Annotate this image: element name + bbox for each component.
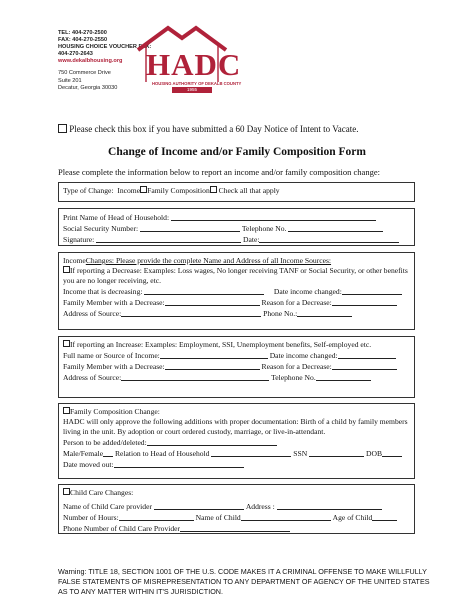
income-decrease-box [58,252,415,330]
provider-phone-field[interactable] [180,523,290,532]
type-of-change-box [58,182,415,202]
telephone-label: Telephone No. [241,224,287,233]
increase-telephone-label: Telephone No. [271,373,316,382]
name-child-field[interactable] [241,512,331,521]
decrease-checkbox[interactable] [63,266,70,273]
vacate-notice-row [58,124,359,134]
voucher-fax-number: 404-270-2643 [58,51,93,57]
logo-subtitle: HOUSING AUTHORITY OF DEKALB COUNTY [152,81,242,86]
full-name-field[interactable] [160,350,268,359]
income-increase-box [58,336,415,398]
increase-checkbox[interactable] [63,340,70,347]
logo-year: 1955 [172,87,212,93]
type-of-change-label: Type of Change: [63,186,114,195]
telephone-field[interactable] [288,223,383,232]
increase-heading: If reporting an Increase: Examples: Employment, SSI, Unemployment benefits, Self-employed etc. [70,340,372,349]
family-comp-text-2: living in the unit. By adoption or court ordered custody, marriage, or live-in-attendant. [63,427,326,436]
name-child-label: Name of Child [195,513,241,522]
family-ssn-field[interactable] [309,448,364,457]
income-changes-heading: Changes: Please provide the complete Name and Address of all Income Sources: [85,256,332,265]
person-added-field[interactable] [147,437,277,446]
ssn-label: Social Security Number: [63,224,139,233]
family-member-field[interactable] [165,297,260,306]
signature-field[interactable] [96,234,241,243]
hours-label: Number of Hours: [63,513,119,522]
print-name-label: Print Name of Head of Household: [63,213,170,222]
decrease-text-line2: you are no longer receiving, etc. [63,276,162,285]
head-of-household-box [58,208,415,246]
family-composition-checkbox[interactable] [210,186,217,193]
increase-address-field[interactable] [121,372,269,381]
family-comp-text-1: HADC will only approve the following additions with proper documentation: Birth of a child by family members [63,417,408,426]
increase-address-label: Address of Source: [63,373,122,382]
vacate-checkbox[interactable] [58,124,67,133]
income-prefix: Income [63,256,86,265]
check-all-text: Check all that apply [218,186,280,195]
tel-text: TEL: 404-270-2500 [58,30,107,36]
dob-label: DOB [366,449,383,458]
address-source-label: Address of Source: [63,309,122,318]
provider-address-label: Address : [245,502,275,511]
income-decreasing-field[interactable] [144,286,264,295]
date-changed-label: Date income changed: [273,287,342,296]
family-option-label: Family Composition [147,186,210,195]
family-change-checkbox[interactable] [63,407,70,414]
family-member-label: Family Member with a Decrease: [63,298,165,307]
ssn-field[interactable] [140,223,240,232]
increase-date-changed-label: Date income changed: [269,351,338,360]
phone-label: Phone No.: [263,309,298,318]
relation-field[interactable] [211,448,291,457]
male-female-field[interactable] [103,448,113,457]
increase-family-member-field[interactable] [165,361,260,370]
person-added-label: Person to be added/deleted: [63,438,147,447]
legal-warning: Warning: TITLE 18, SECTION 1001 OF THE U.S. CODE MAKES IT A CRIMINAL OFFENSE TO MAKE WILLFULLY FALSE STATEMENTS OF MISREPRESENTATION TO ANY DEPARTMENT OF AGENCY OF THE UNITED STATES AS TO ANY MATTER WITHIN IT'S JURISDICTION. [58,567,430,596]
family-composition-box [58,403,415,479]
reason-field[interactable] [332,297,397,306]
address-line-2: Suite 201 [58,77,82,84]
address-line-1: 750 Commerce Drive [58,70,111,76]
child-care-box [58,484,415,534]
family-ssn-label: SSN [293,449,308,458]
age-child-label: Age of Child [332,513,373,522]
male-female-label: Male/Female [63,449,104,458]
reason-label: Reason for a Decrease: [261,298,332,307]
income-option-label: Income [117,186,141,195]
full-name-label: Full name or Source of Income: [63,351,160,360]
provider-phone-label: Phone Number of Child Care Provider [63,524,181,533]
address-source-field[interactable] [121,308,261,317]
provider-address-field[interactable] [277,501,382,510]
date-label: Date: [243,235,260,244]
child-care-checkbox[interactable] [63,488,70,495]
date-moved-field[interactable] [114,459,244,468]
relation-label: Relation to Head of Household [114,449,210,458]
age-child-field[interactable] [372,512,397,521]
decrease-text-line1: If reporting a Decrease: Examples: Loss wages, No longer receiving TANF or Social Security, or other benefits [70,266,408,275]
address-block [58,70,117,93]
provider-label: Name of Child Care provider [63,502,152,511]
date-moved-label: Date moved out: [63,460,114,469]
signature-label: Signature: [63,235,95,244]
fax-text: FAX: 404-270-2550 [58,37,108,43]
provider-field[interactable] [154,501,244,510]
print-name-field[interactable] [171,212,376,221]
increase-reason-label: Reason for a Decrease: [261,362,332,371]
voucher-fax-label: HOUSING CHOICE VOUCHER FAX: [58,44,152,50]
form-title: Change of Income and/or Family Composition Form [108,146,366,158]
date-field[interactable] [259,234,399,243]
dob-field[interactable] [382,448,402,457]
child-care-heading: Child Care Changes: [70,488,134,497]
income-decreasing-label: Income that is decreasing: [63,287,143,296]
hours-field[interactable] [119,512,194,521]
vacate-text: Please check this box if you have submitted a 60 Day Notice of Intent to Vacate. [69,124,359,134]
increase-reason-field[interactable] [332,361,397,370]
website-link[interactable]: www.dekalbhousing.org [58,58,123,64]
address-line-3: Decatur, Georgia 30030 [58,85,118,91]
family-comp-heading: Family Composition Change: [70,407,160,416]
increase-family-member-label: Family Member with a Decrease: [63,362,165,371]
logo-text: HADC [146,47,242,82]
phone-field[interactable] [297,308,352,317]
increase-date-changed-field[interactable] [338,350,396,359]
increase-telephone-field[interactable] [316,372,371,381]
form-intro: Please complete the information below to report an income and/or family composition change: [58,167,380,177]
date-changed-field[interactable] [342,286,402,295]
